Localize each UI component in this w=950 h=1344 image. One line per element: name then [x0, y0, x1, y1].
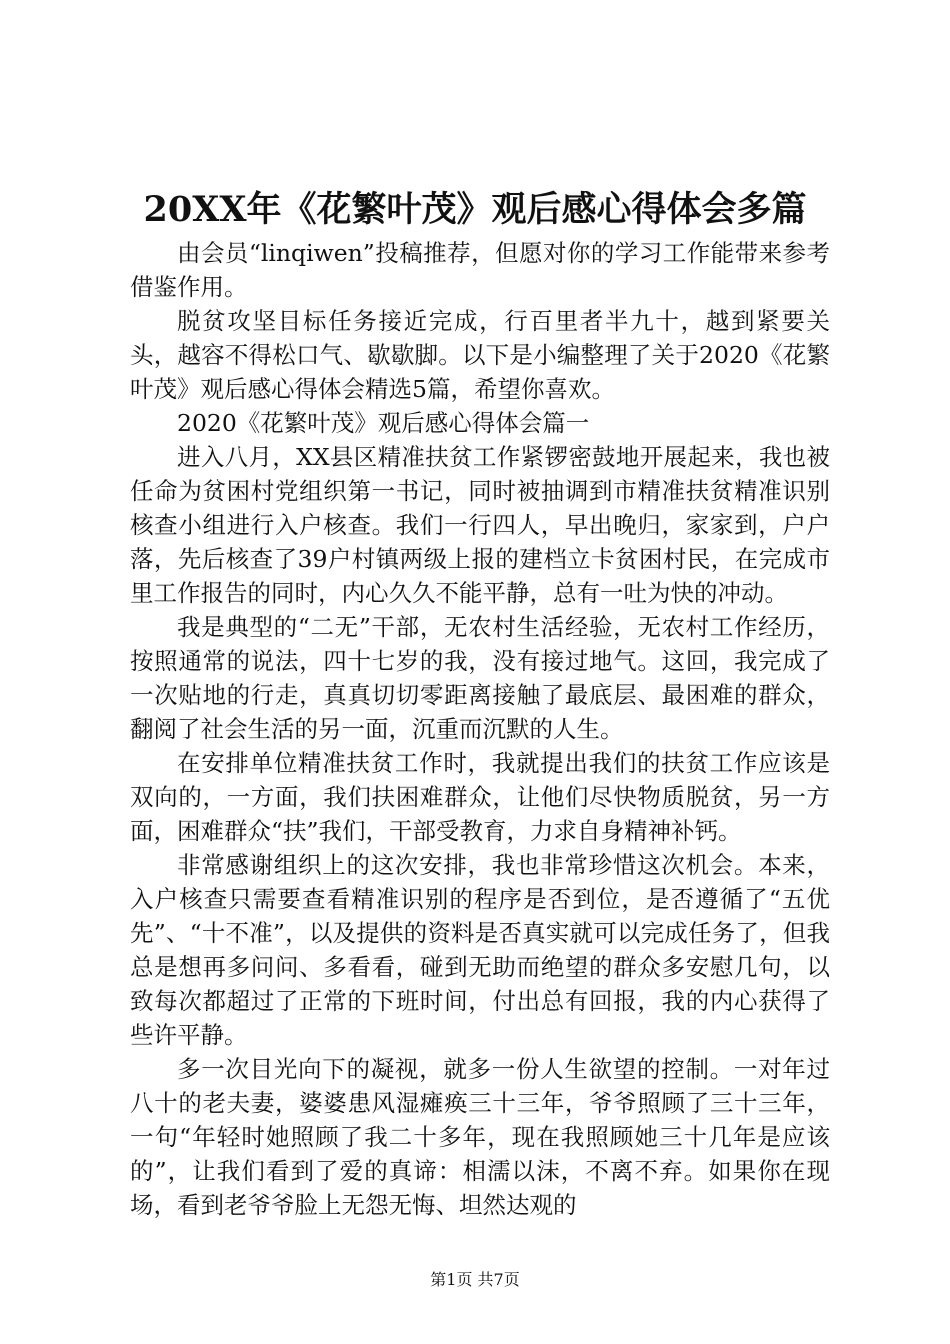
- paragraph-body: 非常感谢组织上的这次安排，我也非常珍惜这次机会。本来，入户核查只需要查看精准识别的程序是否到位，是否遵循了“五优先”、“十不准”，以及提供的资料是否真实就可以完成任务了，但我总是想再多问问、多看看，碰到无助而绝望的群众多安慰几句，以致每次都超过了正常的下班时间，付出总有回报，我的内心获得了些许平静。: [130, 851, 830, 1049]
- page-footer: 第1页 共7页: [430, 1270, 520, 1289]
- paragraph-body: 多一次目光向下的凝视，就多一份人生欲望的控制。一对年过八十的老夫妻，婆婆患风湿瘫痪三十三年，爷爷照顾了三十三年，一句“年轻时她照顾了我二十多年，现在我照顾她三十几年是应该的”，让我们看到了爱的真谛：相濡以沫，不离不弃。如果你在现场，看到老爷爷脸上无怨无悔、坦然达观的: [130, 1055, 830, 1219]
- document-title: 20XX年《花繁叶茂》观后感心得体会多篇: [143, 189, 807, 230]
- section-heading: 2020《花繁叶茂》观后感心得体会篇一: [177, 409, 590, 437]
- paragraph-body: 进入八月，XX县区精准扶贫工作紧锣密鼓地开展起来，我也被任命为贫困村党组织第一书记，同时被抽调到市精准扶贫精准识别核查小组进行入户核查。我们一行四人，早出晚归，家家到，户户落，先后核查了39户村镇两级上报的建档立卡贫困村民，在完成市里工作报告的同时，内心久久不能平静，总有一吐为快的冲动。: [130, 443, 830, 607]
- paragraph-body: 我是典型的“二无”干部，无农村生活经验，无农村工作经历，按照通常的说法，四十七岁的我，没有接过地气。这回，我完成了一次贴地的行走，真真切切零距离接触了最底层、最困难的群众，翻阅了社会生活的另一面，沉重而沉默的人生。: [130, 613, 830, 743]
- document-body: [130, 236, 830, 1222]
- paragraph-intro: 由会员“linqiwen”投稿推荐，但愿对你的学习工作能带来参考借鉴作用。: [130, 239, 830, 301]
- paragraph-body: 在安排单位精准扶贫工作时，我就提出我们的扶贫工作应该是双向的，一方面，我们扶困难群众，让他们尽快物质脱贫，另一方面，困难群众“扶”我们，干部受教育，力求自身精神补钙。: [130, 749, 830, 845]
- paragraph-lead: 脱贫攻坚目标任务接近完成，行百里者半九十，越到紧要关头，越容不得松口气、歇歇脚。以下是小编整理了关于2020《花繁叶茂》观后感心得体会精选5篇，希望你喜欢。: [130, 307, 830, 403]
